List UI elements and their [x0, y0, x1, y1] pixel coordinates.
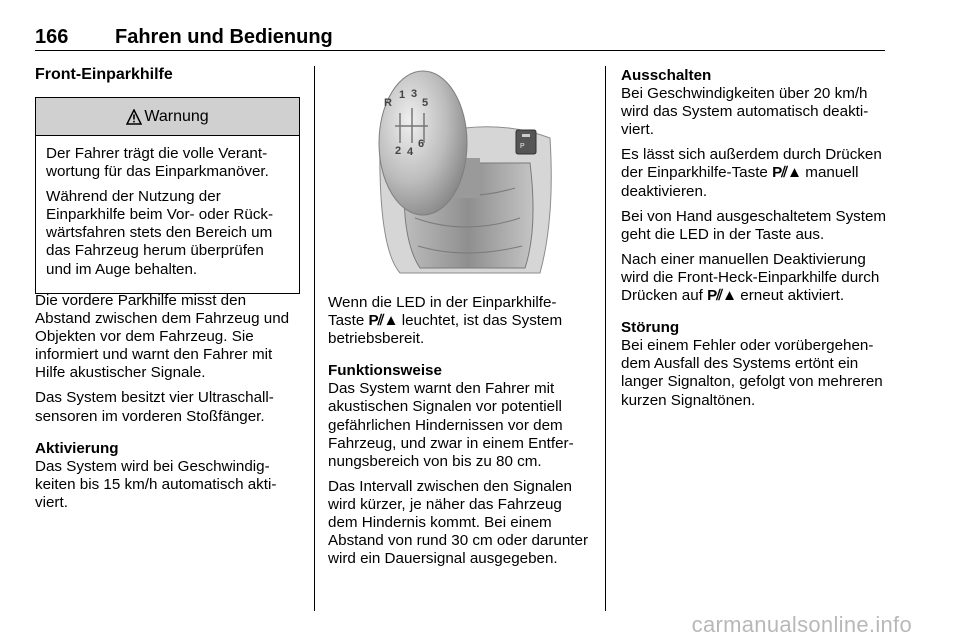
warning-header [36, 98, 299, 136]
off-paragraph-1: Bei Geschwindigkeiten über 20 km/h wird das System automatisch deaktiviert. [621, 85, 869, 139]
function-heading: Funktionsweise [328, 362, 442, 380]
warning-paragraph-1: Der Fahrer trägt die volle Verantwortung für das Einparkmanöver. [46, 145, 269, 181]
intro-paragraph: Die vordere Parkhilfe misst den Abstand zwischen dem Fahrzeug und Objekten vor dem Fahrzeug. Sie informiert und warnt den Fahrer mit Hilfe akustischer Signale. [35, 292, 290, 382]
watermark: carmanualsonline.info [691, 612, 912, 637]
gear-label-5: 5 [422, 97, 429, 109]
column-divider-1 [314, 66, 315, 611]
led-paragraph [328, 294, 590, 348]
gear-label-2: 2 [395, 145, 402, 157]
off-paragraph-2 [621, 146, 887, 200]
gear-label-6: 6 [418, 138, 425, 150]
gear-label-3: 3 [411, 88, 418, 100]
led-text-a: Wenn die LED in der Einparkhilfe-Taste [328, 294, 557, 330]
warning-title: Warnung [144, 107, 209, 125]
chapter-title: Fahren und Bedienung [115, 26, 333, 48]
warning-icon [126, 109, 142, 125]
page-header [35, 26, 885, 51]
off-paragraph-4 [621, 251, 887, 305]
page-number: 166 [35, 26, 69, 48]
park-assist-symbol-icon: P⫽▲ [368, 312, 398, 330]
activation-heading: Aktivierung [35, 439, 119, 457]
off-heading: Ausschalten [621, 67, 712, 84]
warning-box [35, 97, 300, 294]
gear-label-r: R [384, 97, 392, 109]
park-assist-button-label: P [520, 143, 525, 150]
park-assist-symbol-icon: P⫽▲ [707, 287, 737, 305]
park-assist-symbol-icon: P⫽▲ [772, 164, 802, 182]
function-paragraph-1: Das System warnt den Fahrer mit akustischen Signalen vor potentiell gefährlichen Hindernissen vor dem Fahrzeug, und zwar in einem Entfernungsbereich von bis zu 80 cm. [328, 380, 574, 470]
reactivate-text-b: erneut aktiviert. [740, 287, 845, 305]
led-text-b: leuchtet, ist das System betriebsbereit. [328, 312, 563, 348]
warning-paragraph-2: Während der Nutzung der Einparkhilfe beim Vor- oder Rückwärtsfahren stets den Bereich um das Fahrzeug herum überprüfen und im Auge behalten. [46, 188, 274, 278]
reactivate-text-a: Nach einer manuellen Deaktivierung wird die Front-Heck-Einparkhilfe durch Drücken auf [621, 250, 880, 305]
column-divider-2 [605, 66, 606, 611]
sensors-paragraph: Das System besitzt vier Ultraschallsensoren im vorderen Stoßfänger. [35, 389, 274, 425]
section-title: Front-Einparkhilfe [35, 66, 173, 83]
fault-paragraph: Bei einem Fehler oder vorübergehendem Ausfall des Systems ertönt ein langer Signalton, gefolgt von mehreren kurzen Signaltönen. [621, 337, 883, 409]
off-text-b: manuell deaktivieren. [621, 164, 859, 200]
function-paragraph-2: Das Intervall zwischen den Signalen wird kürzer, je näher das Fahrzeug dem Hindernis kommt. Bei einem Abstand von rund 30 cm oder darunter wird ein Dauersignal ausgegeben. [328, 477, 589, 568]
column-3-text [621, 67, 887, 417]
park-assist-button-illustration [516, 130, 536, 154]
column-1-text [35, 292, 300, 519]
gear-label-4: 4 [407, 146, 414, 158]
fault-heading: Störung [621, 319, 680, 337]
off-text-a: Es lässt sich außerdem durch Drücken der Einparkhilfe-Taste [621, 146, 882, 182]
activation-paragraph: Das System wird bei Geschwindigkeiten bis 15 km/h automatisch aktiviert. [35, 457, 277, 511]
gear-shift-illustration [360, 68, 560, 278]
column-2-text [328, 294, 590, 575]
gear-label-1: 1 [399, 89, 406, 101]
off-paragraph-3: Bei von Hand ausgeschaltetem System geht die LED in der Taste aus. [621, 207, 887, 243]
